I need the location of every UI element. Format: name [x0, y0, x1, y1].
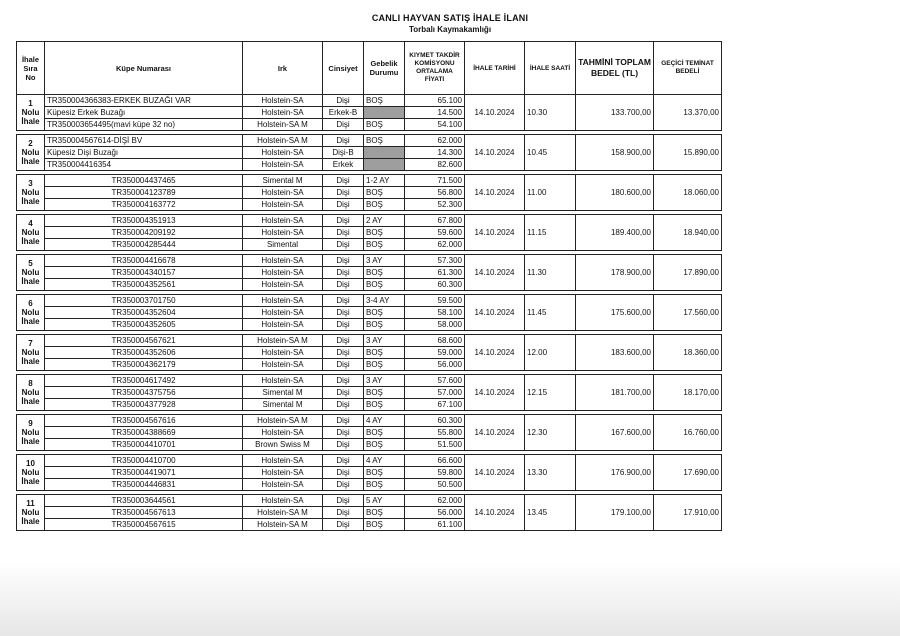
- gender: Dişi-B: [323, 147, 364, 159]
- breed: Holstein-SA: [243, 307, 323, 319]
- auction-number-num: 5: [28, 259, 33, 268]
- estimated-total: 189.400,00: [576, 215, 654, 251]
- ear-tag-number: TR350004416354: [45, 159, 243, 171]
- auction-time: 11.00: [525, 175, 576, 211]
- breed: Holstein-SA: [243, 295, 323, 307]
- appraisal-price: 58.000: [405, 319, 465, 331]
- breed: Holstein-SA: [243, 455, 323, 467]
- deposit-amount: 16.760,00: [654, 415, 722, 451]
- gender: Dişi: [323, 255, 364, 267]
- auction-number-num: 8: [28, 379, 33, 388]
- auction-date: 14.10.2024: [465, 255, 525, 291]
- table-row: [17, 215, 722, 227]
- appraisal-price: 60.300: [405, 279, 465, 291]
- deposit-amount: 18.360,00: [654, 335, 722, 371]
- pregnancy-status: BOŞ: [364, 479, 405, 491]
- appraisal-price: 61.100: [405, 519, 465, 531]
- appraisal-price: 54.100: [405, 119, 465, 131]
- breed: Holstein-SA: [243, 467, 323, 479]
- gender: Dişi: [323, 375, 364, 387]
- breed: Holstein-SA: [243, 319, 323, 331]
- appraisal-price: 61.300: [405, 267, 465, 279]
- pregnancy-status: BOŞ: [364, 467, 405, 479]
- auction-time: 13.30: [525, 455, 576, 491]
- auction-number-label: İhale: [21, 317, 40, 326]
- deposit-amount: 17.690,00: [654, 455, 722, 491]
- breed: Simental M: [243, 175, 323, 187]
- auction-number: [17, 455, 45, 491]
- appraisal-price: 82.600: [405, 159, 465, 171]
- pregnancy-status: 3 AY: [364, 375, 405, 387]
- appraisal-price: 55.800: [405, 427, 465, 439]
- appraisal-price: 14.300: [405, 147, 465, 159]
- ear-tag-number: TR350004377928: [45, 399, 243, 411]
- auction-number-num: 3: [28, 179, 33, 188]
- ear-tag-number: TR350004366383-ERKEK BUZAĞI VAR: [45, 95, 243, 107]
- breed: Holstein-SA: [243, 187, 323, 199]
- pregnancy-status: 4 AY: [364, 455, 405, 467]
- breed: Holstein-SA: [243, 199, 323, 211]
- deposit-amount: 18.940,00: [654, 215, 722, 251]
- pregnancy-status: BOŞ: [364, 319, 405, 331]
- pregnancy-status: BOŞ: [364, 507, 405, 519]
- pregnancy-status: BOŞ: [364, 95, 405, 107]
- auction-time: 13.45: [525, 495, 576, 531]
- auction-number-num: 9: [28, 419, 33, 428]
- gender: Dişi: [323, 467, 364, 479]
- appraisal-price: 68.600: [405, 335, 465, 347]
- gender: Dişi: [323, 319, 364, 331]
- auction-time: 10.45: [525, 135, 576, 171]
- auction-number: [17, 295, 45, 331]
- deposit-amount: 18.170,00: [654, 375, 722, 411]
- auction-date: 14.10.2024: [465, 335, 525, 371]
- gender: Dişi: [323, 295, 364, 307]
- ear-tag-number: TR350004567621: [45, 335, 243, 347]
- header-tarih: İHALE TARİHİ: [465, 42, 525, 95]
- auction-date: 14.10.2024: [465, 135, 525, 171]
- breed: Holstein-SA: [243, 215, 323, 227]
- appraisal-price: 59.500: [405, 295, 465, 307]
- auction-number: [17, 415, 45, 451]
- auction-number-word: Nolu: [21, 348, 40, 357]
- pregnancy-status: [364, 159, 405, 171]
- header-teminat: GEÇİCİ TEMİNAT BEDELİ: [654, 42, 722, 95]
- appraisal-price: 59.600: [405, 227, 465, 239]
- auction-table: [16, 41, 722, 531]
- appraisal-price: 62.000: [405, 135, 465, 147]
- breed: Holstein-SA: [243, 495, 323, 507]
- estimated-total: 133.700,00: [576, 95, 654, 131]
- auction-number-num: 1: [28, 99, 33, 108]
- auction-number-num: 11: [26, 499, 35, 508]
- ear-tag-number: TR350003654495(mavi küpe 32 no): [45, 119, 243, 131]
- ear-tag-number: TR350004567614-DİŞİ BV: [45, 135, 243, 147]
- breed: Holstein-SA: [243, 427, 323, 439]
- ear-tag-number: TR350004617492: [45, 375, 243, 387]
- pregnancy-status: 4 AY: [364, 415, 405, 427]
- appraisal-price: 56.000: [405, 359, 465, 371]
- breed: Simental M: [243, 399, 323, 411]
- pregnancy-status: BOŞ: [364, 267, 405, 279]
- appraisal-price: 51.500: [405, 439, 465, 451]
- header-irk: Irk: [243, 42, 323, 95]
- pregnancy-status: [364, 107, 405, 119]
- ear-tag-number: TR350004123789: [45, 187, 243, 199]
- auction-date: 14.10.2024: [465, 295, 525, 331]
- table-row: [17, 415, 722, 427]
- auction-time: 12.00: [525, 335, 576, 371]
- auction-date: 14.10.2024: [465, 455, 525, 491]
- appraisal-price: 57.000: [405, 387, 465, 399]
- auction-number-num: 2: [28, 139, 33, 148]
- breed: Holstein-SA: [243, 255, 323, 267]
- auction-number: [17, 95, 45, 131]
- appraisal-price: 59.800: [405, 467, 465, 479]
- auction-number-word: Nolu: [21, 468, 40, 477]
- auction-body: [17, 95, 722, 531]
- auction-number-label: İhale: [21, 437, 40, 446]
- gender: Dişi: [323, 335, 364, 347]
- gender: Dişi: [323, 227, 364, 239]
- pregnancy-status: BOŞ: [364, 187, 405, 199]
- breed: Holstein-SA M: [243, 415, 323, 427]
- breed: Holstein-SA M: [243, 507, 323, 519]
- ear-tag-number: TR350004437465: [45, 175, 243, 187]
- ear-tag-number: TR350004388669: [45, 427, 243, 439]
- auction-number: [17, 255, 45, 291]
- auction-number-label: İhale: [21, 237, 40, 246]
- header-gebelik: Gebelik Durumu: [364, 42, 405, 95]
- auction-number-label: İhale: [21, 477, 40, 486]
- ear-tag-number: TR350004375756: [45, 387, 243, 399]
- table-row: [17, 255, 722, 267]
- ear-tag-number: Küpesiz Erkek Buzağı: [45, 107, 243, 119]
- gender: Dişi: [323, 175, 364, 187]
- pregnancy-status: BOŞ: [364, 359, 405, 371]
- auction-number: [17, 335, 45, 371]
- breed: Holstein-SA: [243, 107, 323, 119]
- gender: Dişi: [323, 415, 364, 427]
- gender: Erkek-B: [323, 107, 364, 119]
- pregnancy-status: BOŞ: [364, 439, 405, 451]
- estimated-total: 176.900,00: [576, 455, 654, 491]
- appraisal-price: 50.500: [405, 479, 465, 491]
- header-cinsiyet: Cinsiyet: [323, 42, 364, 95]
- auction-number-word: Nolu: [21, 188, 40, 197]
- ear-tag-number: TR350004567615: [45, 519, 243, 531]
- auction-number-word: Nolu: [21, 508, 40, 517]
- ear-tag-number: TR350004567616: [45, 415, 243, 427]
- ear-tag-number: TR350003644561: [45, 495, 243, 507]
- pregnancy-status: BOŞ: [364, 199, 405, 211]
- table-row: [17, 135, 722, 147]
- auction-number-num: 10: [26, 459, 35, 468]
- auction-number-word: Nolu: [21, 388, 40, 397]
- pregnancy-status: 5 AY: [364, 495, 405, 507]
- gender: Dişi: [323, 519, 364, 531]
- breed: Holstein-SA: [243, 359, 323, 371]
- breed: Holstein-SA: [243, 267, 323, 279]
- breed: Simental M: [243, 387, 323, 399]
- breed: Holstein-SA M: [243, 119, 323, 131]
- gender: Dişi: [323, 507, 364, 519]
- ear-tag-number: TR350004352561: [45, 279, 243, 291]
- auction-time: 11.45: [525, 295, 576, 331]
- breed: Holstein-SA: [243, 159, 323, 171]
- breed: Holstein-SA: [243, 147, 323, 159]
- table-row: [17, 335, 722, 347]
- auction-number-word: Nolu: [21, 428, 40, 437]
- breed: Holstein-SA M: [243, 519, 323, 531]
- deposit-amount: 17.560,00: [654, 295, 722, 331]
- ear-tag-number: TR350004351913: [45, 215, 243, 227]
- document-title: CANLI HAYVAN SATIŞ İHALE İLANI: [371, 13, 529, 23]
- appraisal-price: 58.100: [405, 307, 465, 319]
- deposit-amount: 17.890,00: [654, 255, 722, 291]
- auction-time: 10.30: [525, 95, 576, 131]
- gender: Dişi: [323, 495, 364, 507]
- ear-tag-number: TR350004352606: [45, 347, 243, 359]
- table-header-row: [17, 42, 722, 95]
- gender: Dişi: [323, 387, 364, 399]
- auction-number-word: Nolu: [21, 108, 40, 117]
- auction-time: 12.30: [525, 415, 576, 451]
- auction-number-label: İhale: [21, 357, 40, 366]
- gender: Dişi: [323, 399, 364, 411]
- estimated-total: 179.100,00: [576, 495, 654, 531]
- pregnancy-status: BOŞ: [364, 119, 405, 131]
- auction-time: 11.30: [525, 255, 576, 291]
- estimated-total: 175.600,00: [576, 295, 654, 331]
- gender: Dişi: [323, 347, 364, 359]
- estimated-total: 180.600,00: [576, 175, 654, 211]
- table-row: [17, 95, 722, 107]
- pregnancy-status: BOŞ: [364, 427, 405, 439]
- header-sira: İhale Sıra No: [17, 42, 45, 95]
- gender: Dişi: [323, 199, 364, 211]
- breed: Holstein-SA: [243, 347, 323, 359]
- auction-number-label: İhale: [21, 157, 40, 166]
- gender: Dişi: [323, 187, 364, 199]
- auction-number-label: İhale: [21, 517, 40, 526]
- table-row: [17, 175, 722, 187]
- appraisal-price: 67.800: [405, 215, 465, 227]
- gender: Dişi: [323, 479, 364, 491]
- auction-time: 12.15: [525, 375, 576, 411]
- gender: Dişi: [323, 267, 364, 279]
- auction-number: [17, 175, 45, 211]
- table-row: [17, 375, 722, 387]
- table-row: [17, 455, 722, 467]
- breed: Brown Swiss M: [243, 439, 323, 451]
- ear-tag-number: Küpesiz Dişi Buzağı: [45, 147, 243, 159]
- pregnancy-status: 3 AY: [364, 335, 405, 347]
- breed: Holstein-SA: [243, 95, 323, 107]
- pregnancy-status: BOŞ: [364, 239, 405, 251]
- pregnancy-status: BOŞ: [364, 399, 405, 411]
- auction-number-word: Nolu: [21, 228, 40, 237]
- document-subtitle: Torbalı Kaymakamlığı: [408, 25, 492, 34]
- gender: Erkek: [323, 159, 364, 171]
- auction-date: 14.10.2024: [465, 215, 525, 251]
- table-row: [17, 295, 722, 307]
- breed: Simental: [243, 239, 323, 251]
- ear-tag-number: TR350004410700: [45, 455, 243, 467]
- auction-number-label: İhale: [21, 117, 40, 126]
- auction-number-word: Nolu: [21, 268, 40, 277]
- auction-number: [17, 135, 45, 171]
- appraisal-price: 52.300: [405, 199, 465, 211]
- header-kupe: Küpe Numarası: [45, 42, 243, 95]
- auction-number-label: İhale: [21, 277, 40, 286]
- auction-number: [17, 495, 45, 531]
- gender: Dişi: [323, 95, 364, 107]
- estimated-total: 167.600,00: [576, 415, 654, 451]
- gender: Dişi: [323, 455, 364, 467]
- ear-tag-number: TR350004362179: [45, 359, 243, 371]
- ear-tag-number: TR350004352604: [45, 307, 243, 319]
- appraisal-price: 62.000: [405, 239, 465, 251]
- ear-tag-number: TR350004410701: [45, 439, 243, 451]
- ear-tag-number: TR350004416678: [45, 255, 243, 267]
- header-kiymet: KIYMET TAKDİR KOMİSYONU ORTALAMA FİYATI: [405, 42, 465, 95]
- breed: Holstein-SA: [243, 375, 323, 387]
- estimated-total: 183.600,00: [576, 335, 654, 371]
- appraisal-price: 56.800: [405, 187, 465, 199]
- auction-number-word: Nolu: [21, 148, 40, 157]
- deposit-amount: 13.370,00: [654, 95, 722, 131]
- appraisal-price: 67.100: [405, 399, 465, 411]
- pregnancy-status: 3 AY: [364, 255, 405, 267]
- auction-number-num: 6: [28, 299, 33, 308]
- ear-tag-number: TR350004340157: [45, 267, 243, 279]
- header-saat: İHALE SAATİ: [525, 42, 576, 95]
- breed: Holstein-SA M: [243, 135, 323, 147]
- pregnancy-status: BOŞ: [364, 279, 405, 291]
- appraisal-price: 62.000: [405, 495, 465, 507]
- table-row: [17, 495, 722, 507]
- auction-number-num: 4: [28, 219, 33, 228]
- ear-tag-number: TR350004209192: [45, 227, 243, 239]
- auction-date: 14.10.2024: [465, 415, 525, 451]
- appraisal-price: 60.300: [405, 415, 465, 427]
- pregnancy-status: BOŞ: [364, 227, 405, 239]
- gender: Dişi: [323, 279, 364, 291]
- pregnancy-status: [364, 147, 405, 159]
- pregnancy-status: BOŞ: [364, 307, 405, 319]
- breed: Holstein-SA: [243, 279, 323, 291]
- auction-number-label: İhale: [21, 197, 40, 206]
- appraisal-price: 57.300: [405, 255, 465, 267]
- auction-number: [17, 375, 45, 411]
- pregnancy-status: BOŞ: [364, 387, 405, 399]
- breed: Holstein-SA: [243, 227, 323, 239]
- gender: Dişi: [323, 427, 364, 439]
- deposit-amount: 18.060,00: [654, 175, 722, 211]
- appraisal-price: 56.000: [405, 507, 465, 519]
- pregnancy-status: BOŞ: [364, 519, 405, 531]
- breed: Holstein-SA M: [243, 335, 323, 347]
- ear-tag-number: TR350004285444: [45, 239, 243, 251]
- auction-number-num: 7: [28, 339, 33, 348]
- ear-tag-number: TR350004163772: [45, 199, 243, 211]
- ear-tag-number: TR350004419071: [45, 467, 243, 479]
- deposit-amount: 17.910,00: [654, 495, 722, 531]
- auction-date: 14.10.2024: [465, 495, 525, 531]
- gender: Dişi: [323, 439, 364, 451]
- auction-date: 14.10.2024: [465, 375, 525, 411]
- auction-number-word: Nolu: [21, 308, 40, 317]
- estimated-total: 158.900,00: [576, 135, 654, 171]
- pregnancy-status: 1-2 AY: [364, 175, 405, 187]
- auction-date: 14.10.2024: [465, 95, 525, 131]
- gender: Dişi: [323, 215, 364, 227]
- appraisal-price: 14.500: [405, 107, 465, 119]
- estimated-total: 181.700,00: [576, 375, 654, 411]
- gender: Dişi: [323, 119, 364, 131]
- header-toplam: TAHMİNİ TOPLAM BEDEL (TL): [576, 42, 654, 95]
- ear-tag-number: TR350004567613: [45, 507, 243, 519]
- auction-date: 14.10.2024: [465, 175, 525, 211]
- auction-number: [17, 215, 45, 251]
- gender: Dişi: [323, 239, 364, 251]
- pregnancy-status: 3-4 AY: [364, 295, 405, 307]
- auction-number-label: İhale: [21, 397, 40, 406]
- gender: Dişi: [323, 135, 364, 147]
- ear-tag-number: TR350003701750: [45, 295, 243, 307]
- gender: Dişi: [323, 307, 364, 319]
- pregnancy-status: BOŞ: [364, 347, 405, 359]
- breed: Holstein-SA: [243, 479, 323, 491]
- appraisal-price: 57.600: [405, 375, 465, 387]
- appraisal-price: 71.500: [405, 175, 465, 187]
- appraisal-price: 59.000: [405, 347, 465, 359]
- scan-shadow: [0, 560, 900, 636]
- auction-time: 11.15: [525, 215, 576, 251]
- appraisal-price: 66.600: [405, 455, 465, 467]
- pregnancy-status: BOŞ: [364, 135, 405, 147]
- deposit-amount: 15.890,00: [654, 135, 722, 171]
- pregnancy-status: 2 AY: [364, 215, 405, 227]
- appraisal-price: 65.100: [405, 95, 465, 107]
- ear-tag-number: TR350004352605: [45, 319, 243, 331]
- estimated-total: 178.900,00: [576, 255, 654, 291]
- gender: Dişi: [323, 359, 364, 371]
- ear-tag-number: TR350004446831: [45, 479, 243, 491]
